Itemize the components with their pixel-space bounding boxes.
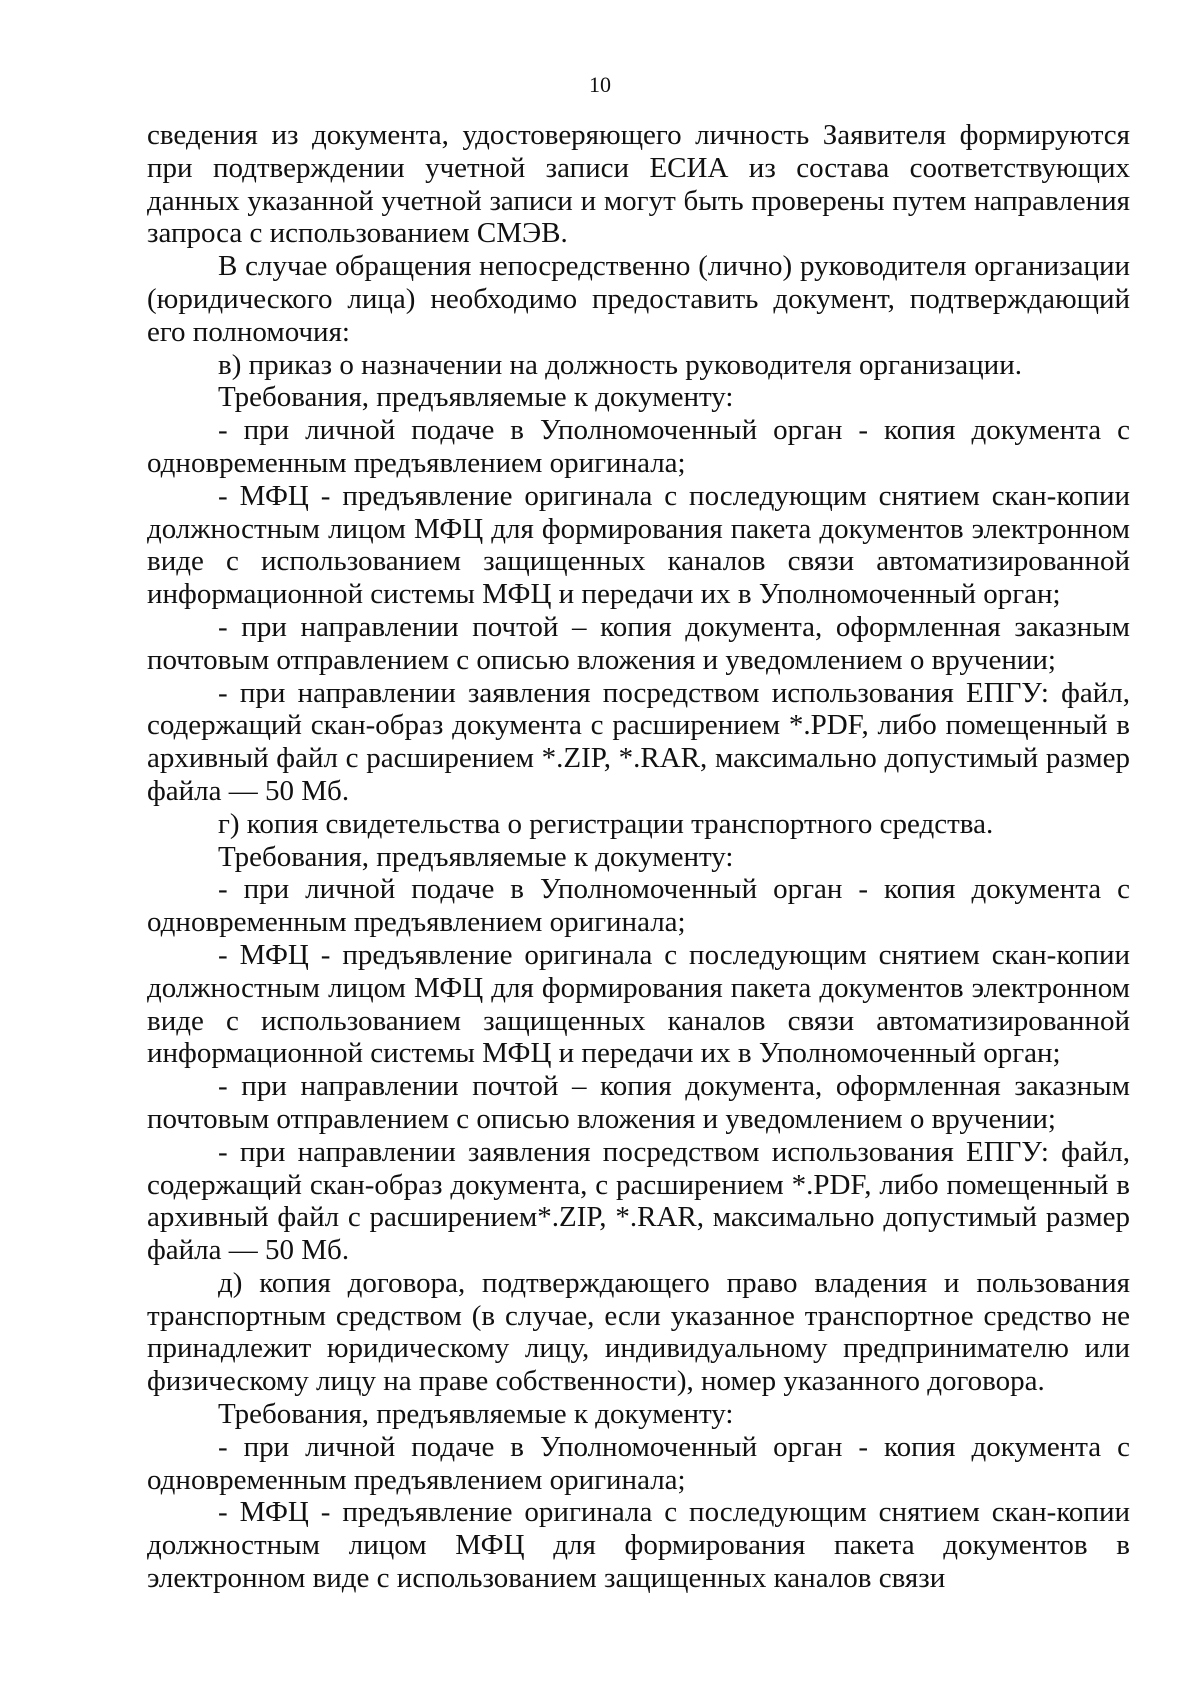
paragraph-personal-submission: - при личной подаче в Уполномоченный орган - копия документа с одновременным предъявлением оригинала; [147, 414, 1130, 479]
paragraph-item-d-contract: д) копия договора, подтверждающего право владения и пользования транспортным средством (в случае, если указанное транспортное средство не принадлежит юридическому лицу, индивидуальному предпринимателю или физическому лицу на праве собственности), номер указанного договора. [147, 1266, 1130, 1398]
paragraph-requirements-heading: Требования, предъявляемые к документу: [218, 381, 734, 414]
paragraph-personal-submission: - при личной подаче в Уполномоченный орган - копия документа с одновременным предъявлением оригинала; [147, 1430, 1130, 1496]
document-body [147, 119, 1130, 1595]
paragraph-mail-submission: - при направлении почтой – копия документа, оформленная заказным почтовым отправлением с описью вложения и уведомлением о вручении; [147, 610, 1130, 676]
paragraph-mfc-submission: - МФЦ - предъявление оригинала с последующим снятием скан-копии должностным лицом МФЦ для формирования пакета документов электронном виде с использованием защищенных каналов связи автоматизированной информационной системы МФЦ и передачи их в Уполномоченный орган; [147, 479, 1130, 611]
paragraph-requirements-heading: Требования, предъявляемые к документу: [218, 840, 734, 873]
paragraph-director-authority: В случае обращения непосредственно (лично) руководителя организации (юридического лица) необходимо предоставить документ, подтверждающий его полномочия: [147, 250, 1130, 348]
paragraph-mail-submission: - при направлении почтой – копия документа, оформленная заказным почтовым отправлением с описью вложения и уведомлением о вручении; [147, 1070, 1130, 1135]
paragraph-mfc-submission: - МФЦ - предъявление оригинала с последующим снятием скан-копии должностным лицом МФЦ для формирования пакета документов в электронном виде с использованием защищенных каналов связи [147, 1496, 1130, 1595]
paragraph-epgu-submission: - при направлении заявления посредством использования ЕПГУ: файл, содержащий скан-образ документа, с расширением *.PDF, либо помещенный в архивный файл с расширением*.ZIP, *.RAR, максимально допустимый размер файла — 50 Мб. [147, 1135, 1130, 1267]
paragraph-esia-data: сведения из документа, удостоверяющего личность Заявителя формируются при подтверждении учетной записи ЕСИА из состава соответствующих данных указанной учетной записи и могут быть проверены путем направления запроса с использованием СМЭВ. [147, 119, 1130, 250]
paragraph-item-g-registration: г) копия свидетельства о регистрации транспортного средства. [218, 807, 994, 840]
paragraph-epgu-submission: - при направлении заявления посредством использования ЕПГУ: файл, содержащий скан-образ документа с расширением *.PDF, либо помещенный в архивный файл с расширением *.ZIP, *.RAR, максимально допустимый размер файла — 50 Мб. [147, 676, 1130, 807]
paragraph-requirements-heading: Требования, предъявляемые к документу: [218, 1398, 734, 1431]
paragraph-item-v-order: в) приказ о назначении на должность руководителя организации. [218, 348, 1022, 381]
paragraph-personal-submission: - при личной подаче в Уполномоченный орган - копия документа с одновременным предъявлением оригинала; [147, 873, 1130, 939]
paragraph-mfc-submission: - МФЦ - предъявление оригинала с последующим снятием скан-копии должностным лицом МФЦ для формирования пакета документов электронном виде с использованием защищенных каналов связи автоматизированной информационной системы МФЦ и передачи их в Уполномоченный орган; [147, 938, 1130, 1070]
page-number: 10 [589, 72, 611, 97]
